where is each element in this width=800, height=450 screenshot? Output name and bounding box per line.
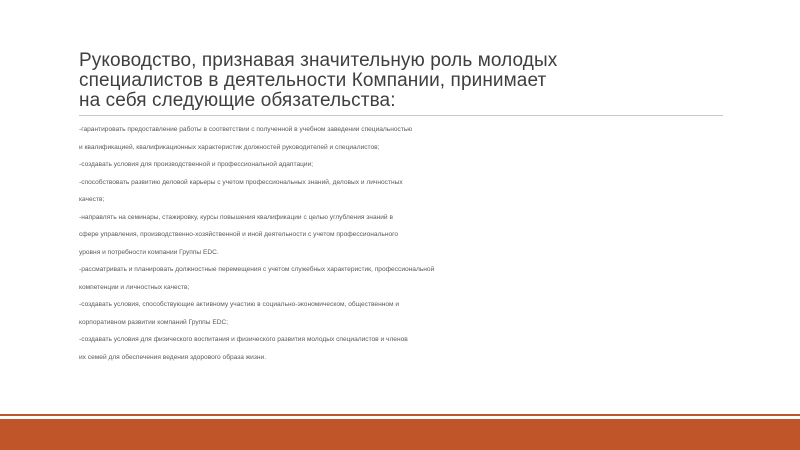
obligation-line: -направлять на семинары, стажировку, курсы повышения квалификации с целью углубления знаний в [79, 213, 393, 221]
obligation-line: -создавать условия, способствующие активному участию в социально-экономическом, общественном и [79, 301, 400, 308]
obligation-line: их семей для обеспечения ведения здорового образа жизни. [79, 353, 267, 361]
footer-accent-line [0, 414, 800, 416]
obligation-line: -создавать условия для производственной и профессиональной адаптации; [79, 161, 314, 168]
title-line: на себя следующие обязательства: [79, 90, 396, 111]
obligation-line: компетенции и личностных качеств; [79, 283, 190, 291]
obligation-line: сфере управления, производственно-хозяйственной и иной деятельности с учетом профессионального [79, 231, 399, 238]
footer-accent-bar [0, 419, 800, 450]
obligation-line: и квалификацией, квалификационных характеристик должностей руководителей и специалистов; [79, 143, 380, 151]
obligations-list [79, 121, 719, 366]
obligation-line: -рассматривать и планировать должностные перемещения с учетом служебных характеристик, профессиональной [79, 266, 435, 273]
obligation-line: -способствовать развитию деловой карьеры с учетом профессиональных знаний, деловых и личностных [79, 178, 403, 186]
slide-title [79, 51, 729, 111]
obligation-line: уровня и потребности компании Группы EDC. [79, 248, 219, 256]
obligation-line: -гарантировать предоставление работы в соответствии с полученной в учебном заведении специальностью [79, 126, 413, 133]
obligation-line: -создавать условия для физического воспитания и физического развития молодых специалистов и членов [79, 336, 408, 343]
title-line: Руководство, признавая значительную роль молодых [79, 50, 558, 71]
title-divider [79, 115, 723, 116]
title-line: специалистов в деятельности Компании, принимает [79, 70, 547, 91]
obligation-line: качеств; [79, 196, 105, 203]
obligation-line: корпоративном развитии компаний Группы EDC; [79, 318, 229, 326]
